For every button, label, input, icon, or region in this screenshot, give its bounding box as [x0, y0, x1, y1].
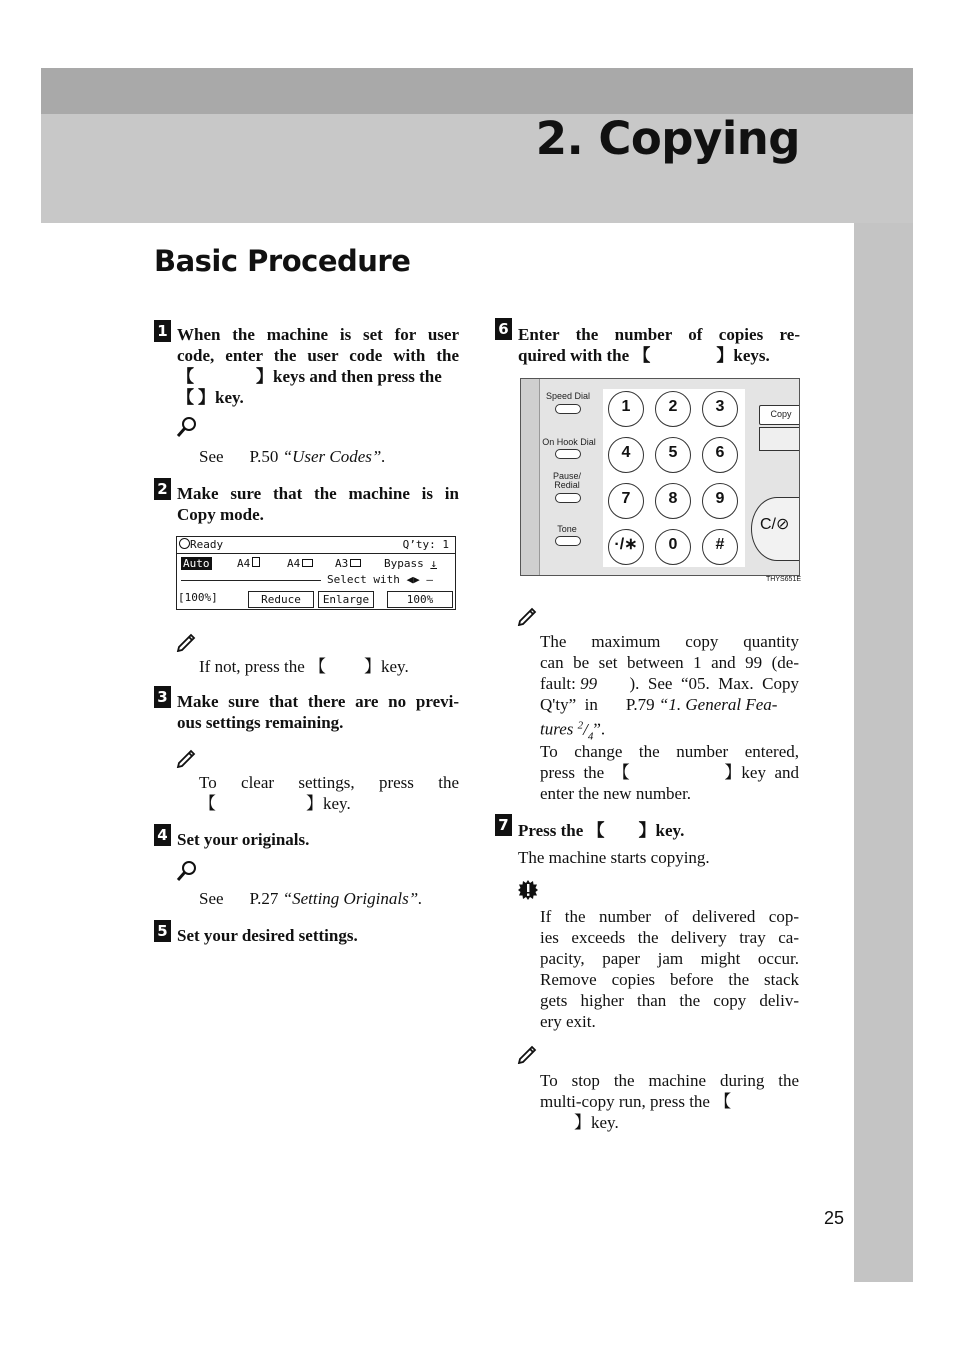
note-text: “1. General Fea- [658, 695, 778, 714]
reference-user-codes [199, 446, 469, 467]
step-number-1: 1 [154, 320, 171, 342]
step-7-text [518, 820, 800, 841]
note-step-7-stop [540, 1070, 799, 1133]
lcd-100-key: 100% [387, 591, 453, 608]
step-number-5: 5 [154, 920, 171, 942]
speed-dial-label: Speed Dial [545, 391, 591, 401]
lcd-a4-label: A4 [287, 557, 301, 570]
on-hook-dial-label: On Hook Dial [542, 437, 596, 447]
step-6-text [518, 324, 800, 366]
lcd-reduce-key: Reduce [248, 591, 314, 608]
lcd-auto [181, 557, 212, 570]
step-7-line-1: Press the 【 [518, 821, 605, 840]
note-text: 】key. [306, 794, 351, 813]
reference-magnifier-icon [176, 860, 198, 882]
key-bracket-open: 【 [177, 367, 194, 386]
note-text: 99 [580, 674, 598, 693]
lcd-paper-a3 [335, 557, 361, 570]
lcd-ready-circle-icon [179, 538, 190, 549]
key-star: ·/∗ [608, 529, 644, 565]
chapter-title: 2. Copying [535, 112, 800, 165]
note-text: To stop the machine during the [540, 1071, 799, 1090]
lcd-bypass [384, 557, 437, 570]
figure-code: THYS651E [766, 576, 802, 583]
paper-landscape-icon [302, 559, 313, 567]
lcd-paper-a4-landscape [287, 557, 313, 570]
note-pencil-icon [517, 1042, 539, 1064]
key-8: 8 [655, 483, 691, 519]
keypad-illustration [520, 378, 800, 576]
note-text: pacity, paper jam might occur. [540, 949, 799, 968]
page-number: 25 [824, 1208, 845, 1228]
note-text: ). See “05. Max. Copy [629, 674, 799, 693]
note-step-3 [199, 772, 459, 814]
clear-stop-key [751, 497, 800, 561]
ref-see: See [199, 889, 224, 908]
step-6-line-2-end: 】keys. [716, 346, 770, 365]
key-3: 3 [702, 391, 738, 427]
note-text: fault: [540, 674, 576, 693]
lcd-auto-label: Auto [183, 557, 210, 570]
side-tab-bar [854, 223, 913, 1282]
note-text: multi-copy run, press the 【 [540, 1092, 732, 1111]
lcd-display [176, 536, 456, 610]
step-2-line-1: Make sure that the machine is in [177, 484, 459, 503]
key-6: 6 [702, 437, 738, 473]
fraction-denominator: 4 [587, 730, 594, 743]
important-icon [517, 879, 539, 901]
copy-label: Copy [770, 409, 792, 419]
note-step-2 [199, 656, 409, 677]
note-step-6-change-number [540, 741, 799, 804]
key-2: 2 [655, 391, 691, 427]
step-6-line-1: Enter the number of copies re- [518, 325, 800, 344]
step-number-3: 3 [154, 686, 171, 708]
lcd-quantity: Q’ty: 1 [402, 538, 449, 551]
step-2-text [177, 483, 459, 525]
section-title: Basic Procedure [154, 244, 411, 278]
key-7: 7 [608, 483, 644, 519]
step-3-text [177, 691, 459, 733]
note-text: tures [540, 719, 574, 739]
step-1-line-1: When the machine is set for user [177, 325, 459, 344]
on-hook-dial-key [555, 449, 581, 459]
key-hash: # [702, 529, 738, 565]
note-text: Remove copies before the stack [540, 970, 799, 989]
lcd-ready-label: Ready [190, 538, 224, 551]
note-text: 】key and [724, 763, 799, 782]
lcd-select-label: Select with [327, 573, 400, 586]
fraction-slash: / [583, 719, 588, 739]
key-9: 9 [702, 483, 738, 519]
header-bar-top [41, 68, 913, 114]
note-text: enter the new number. [540, 784, 692, 803]
key-0: 0 [655, 529, 691, 565]
fraction-numerator: 2 [577, 719, 584, 731]
note-text: If not, press the 【 [199, 657, 327, 676]
pause-redial-key [555, 493, 581, 503]
step-1-text [177, 324, 459, 408]
step-5-text: Set your desired settings. [177, 926, 358, 945]
redial-label: Redial [554, 480, 580, 490]
note-text: ies exceeds the delivery tray ca- [540, 928, 799, 947]
note-text: Q'ty” in [540, 695, 598, 714]
paper-portrait-icon [252, 557, 260, 567]
note-text: ery exit. [540, 1012, 596, 1031]
note-text: press the 【 [540, 763, 630, 782]
step-number-7: 7 [495, 814, 512, 836]
note-text: To clear settings, press the [199, 773, 459, 792]
note-text: 】key. [574, 1113, 619, 1132]
reference-setting-originals [199, 888, 422, 909]
lcd-enlarge-key: Enlarge [318, 591, 374, 608]
ref-page: P.50 [249, 447, 279, 466]
key-4: 4 [608, 437, 644, 473]
step-1-line-3: 】keys and then press the [256, 367, 442, 386]
lcd-a4-label: A4 [237, 557, 251, 570]
lcd-percent: [100%] [178, 591, 218, 604]
step-2-line-2: Copy mode. [177, 505, 264, 524]
lcd-ready [179, 538, 223, 551]
important-note [540, 906, 799, 1032]
note-text: To change the number entered, [540, 742, 799, 761]
key-5: 5 [655, 437, 691, 473]
note-step-6-max-quantity [540, 631, 799, 747]
note-text: ”. [593, 719, 606, 739]
key-1: 1 [608, 391, 644, 427]
step-number-2: 2 [154, 478, 171, 500]
step-3-line-2: ous settings remaining. [177, 713, 344, 732]
lcd-bypass-label: Bypass [384, 557, 424, 570]
key-bracket-open: 【 [177, 388, 194, 407]
step-6-line-2: quired with the 【 [518, 346, 651, 365]
scroll-arrows-icon: ◀▶ [406, 573, 420, 586]
clear-stop-label: C/⊘ [760, 516, 790, 533]
note-text: 】key. [364, 657, 409, 676]
tone-key [555, 536, 581, 546]
note-pencil-icon [176, 630, 198, 652]
down-arrow-icon: ↓ [430, 557, 437, 570]
ref-page: P.27 [249, 889, 279, 908]
copy-key [759, 405, 800, 425]
tone-label: Tone [557, 524, 577, 534]
ref-title: “User Codes”. [282, 447, 386, 466]
note-text: The maximum copy quantity [540, 632, 799, 651]
note-text: can be set between 1 and 99 (de- [540, 653, 799, 672]
reference-magnifier-icon [176, 416, 198, 438]
step-1-line-4: 】key. [198, 388, 244, 407]
note-text: If the number of delivered cop- [540, 907, 799, 926]
lcd-select-with: Select with ◀▶ — [327, 573, 433, 586]
lcd-paper-a4-portrait [237, 557, 260, 570]
lcd-a3-label: A3 [335, 557, 349, 570]
step-number-4: 4 [154, 824, 171, 846]
ref-title: “Setting Originals”. [282, 889, 423, 908]
key-bracket-open: 【 [199, 794, 216, 813]
step-number-6: 6 [495, 318, 512, 340]
note-pencil-icon [176, 746, 198, 768]
step-3-line-1: Make sure that there are no previ- [177, 692, 459, 711]
ref-see: See [199, 447, 224, 466]
speed-dial-key [555, 404, 581, 414]
note-text: P.79 [625, 695, 655, 714]
note-text: gets higher than the copy deliv- [540, 991, 799, 1010]
step-1-line-2: code, enter the user code with the [177, 346, 459, 365]
paper-landscape-icon [350, 559, 361, 567]
note-pencil-icon [517, 604, 539, 626]
step-7-body: The machine starts copying. [518, 848, 710, 867]
step-7-line-1-end: 】key. [638, 821, 685, 840]
step-4-text: Set your originals. [177, 830, 310, 849]
pause-label: Pause/ [552, 471, 582, 481]
